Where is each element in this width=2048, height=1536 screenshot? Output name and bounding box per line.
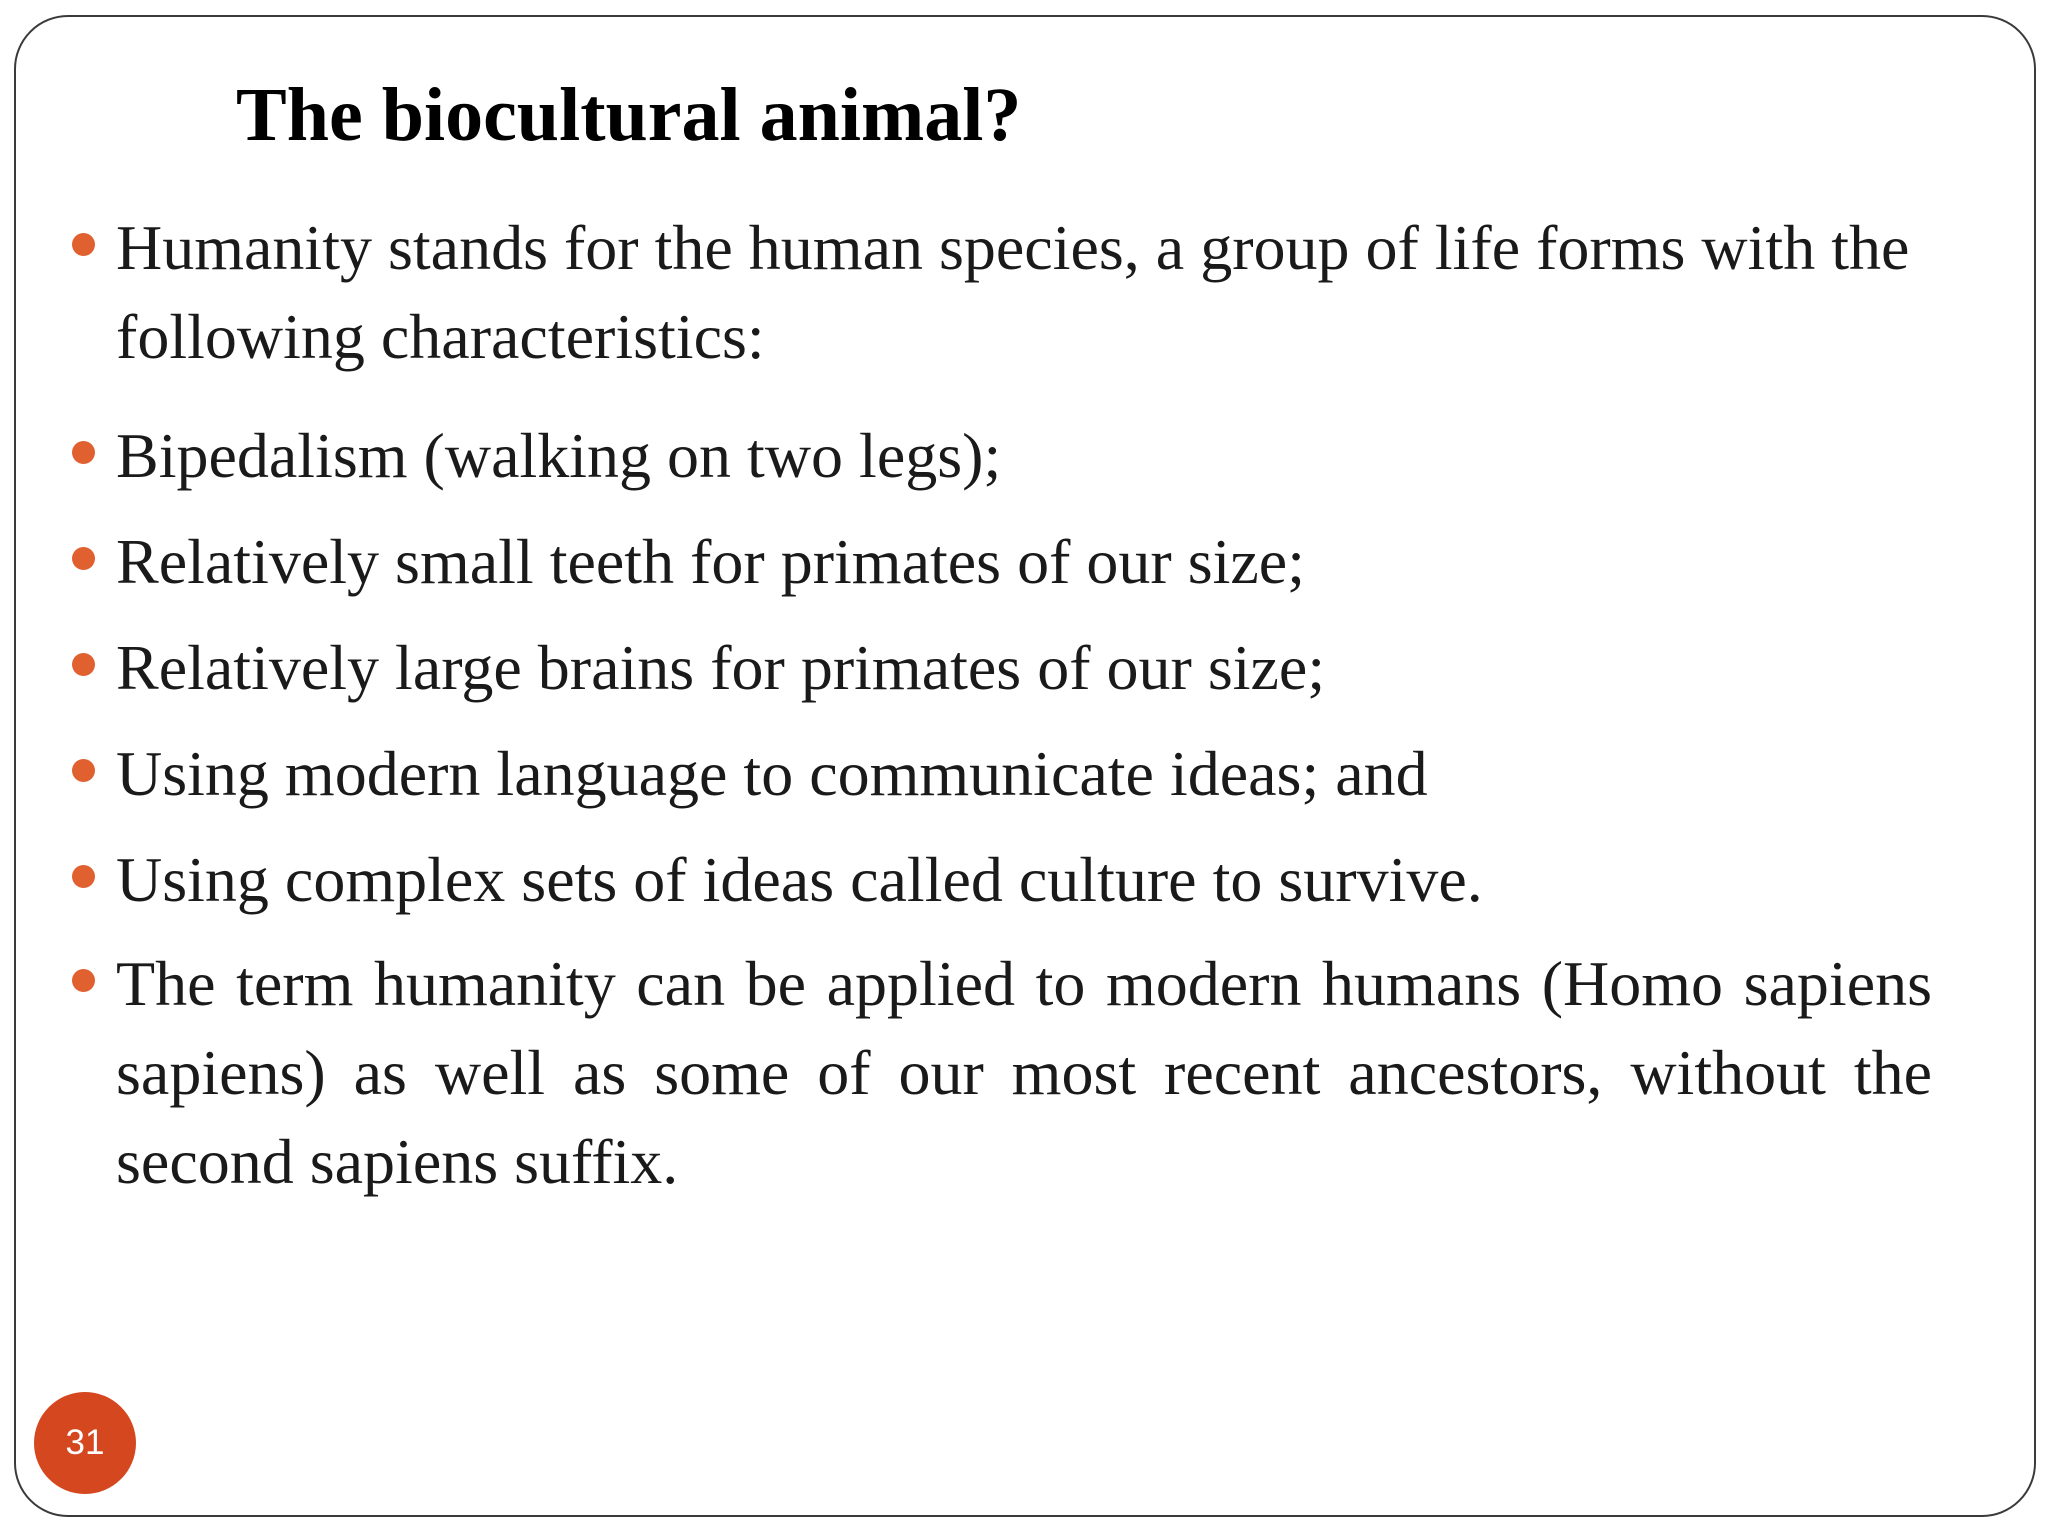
bullet-text: Humanity stands for the human species, a group of life forms with the following characteristics: — [116, 212, 1910, 372]
bullet-list — [16, 17, 2034, 1515]
bullet-dot-icon — [72, 969, 95, 992]
bullet-text: Relatively small teeth for primates of our size; — [116, 526, 1305, 597]
bullet-dot-icon — [72, 441, 95, 464]
bullet-text: Using modern language to communicate ideas; and — [116, 738, 1428, 809]
bullet-text: The term humanity can be applied to modern humans (Homo sapiens sapiens) as well as some of our most recent ancestors, without the second sapiens suffix. — [116, 948, 1932, 1197]
bullet-item-language — [116, 729, 1932, 818]
bullet-dot-icon — [72, 233, 95, 256]
page-number-badge: 31 — [34, 1392, 136, 1494]
bullet-item-homo-sapiens — [116, 939, 1932, 1206]
bullet-dot-icon — [72, 759, 95, 782]
bullet-item-small-teeth — [116, 517, 1932, 606]
bullet-item-culture — [116, 835, 1932, 924]
bullet-text: Using complex sets of ideas called culture to survive. — [116, 844, 1483, 915]
bullet-item-bipedalism — [116, 411, 1932, 500]
bullet-item-large-brains — [116, 623, 1932, 712]
bullet-dot-icon — [72, 865, 95, 888]
bullet-item-humanity-definition — [116, 203, 1932, 381]
bullet-dot-icon — [72, 547, 95, 570]
bullet-text: Bipedalism (walking on two legs); — [116, 420, 1002, 491]
bullet-text: Relatively large brains for primates of our size; — [116, 632, 1326, 703]
slide-title: The biocultural animal? — [236, 73, 1022, 157]
slide-frame — [14, 15, 2036, 1517]
bullet-dot-icon — [72, 653, 95, 676]
